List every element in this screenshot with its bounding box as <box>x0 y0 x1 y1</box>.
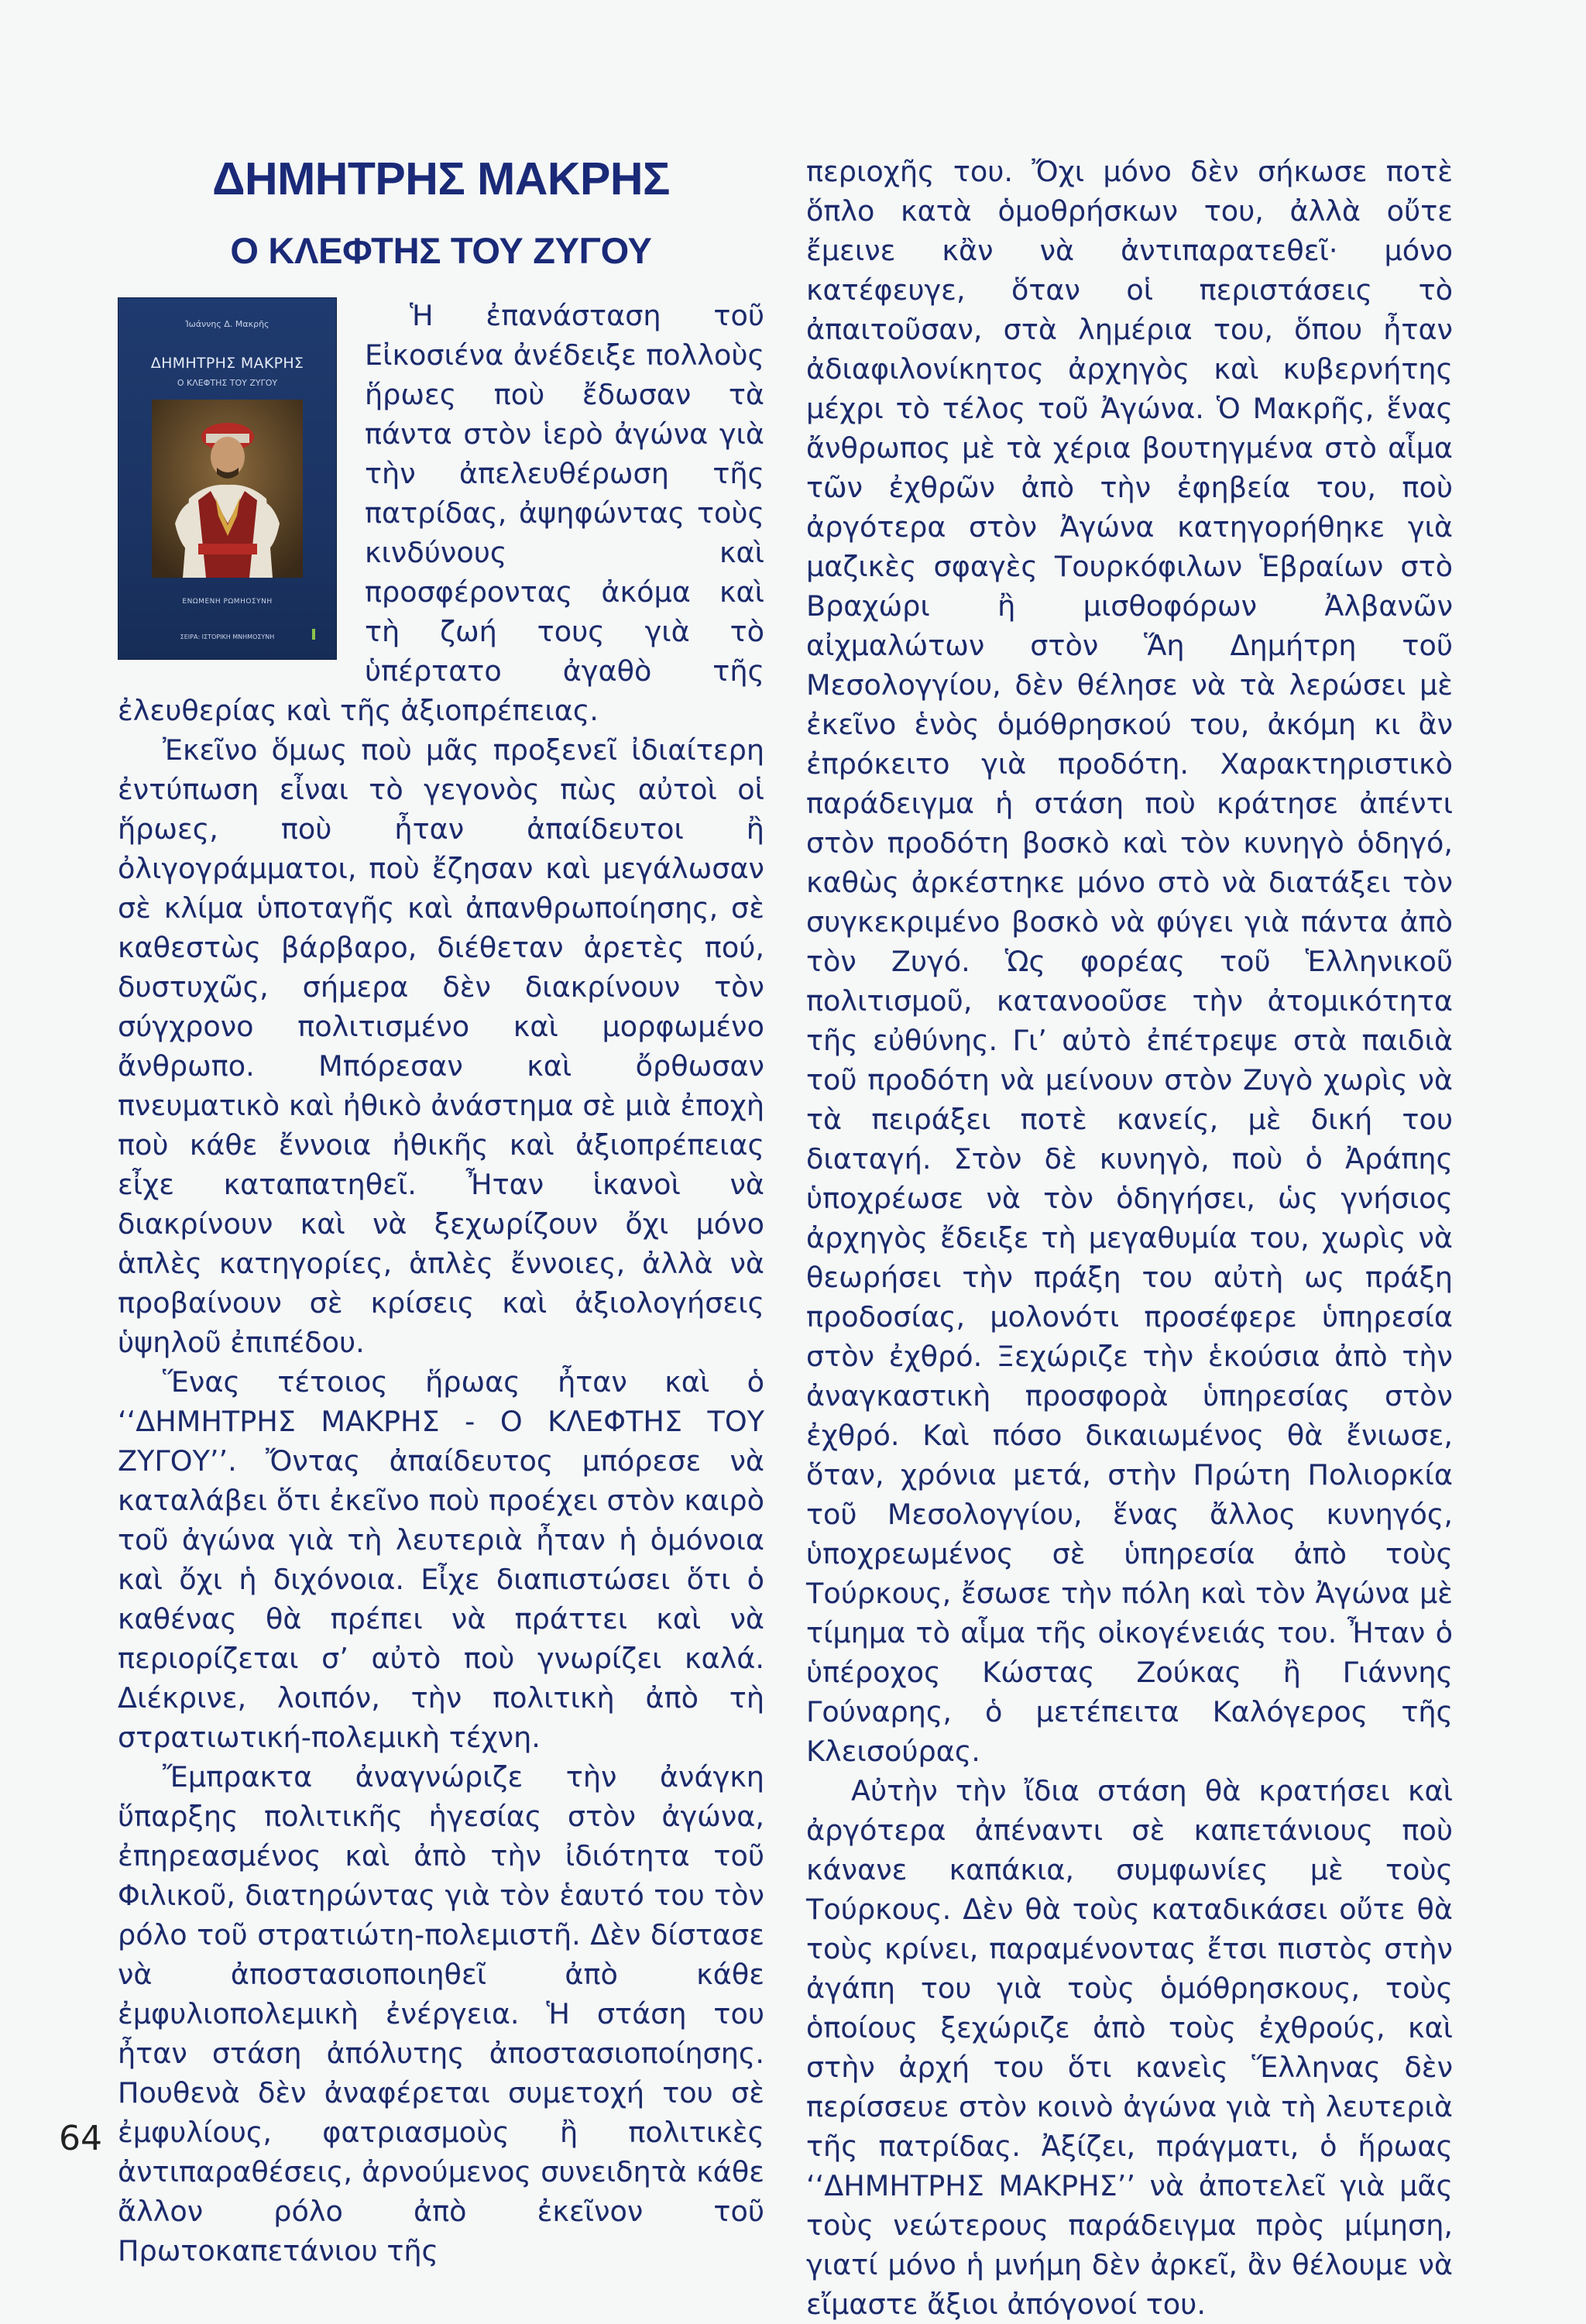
paragraph: Ἔμπρακτα ἀναγνώριζε τὴν ἀνάγκη ὕπαρξης πολιτικῆς ἡγεσίας στὸν ἀγώνα, ἐπηρεασμένος καὶ ἀπὸ τὴν ἰδιότητα τοῦ Φιλικοῦ, διατηρώντας γιὰ τὸν ἑαυτό του τὸν ρόλο τοῦ στρατιώτη-πολεμιστῆ. Δὲν δίστασε νὰ ἀποστασιοποιηθεῖ ἀπὸ κάθε ἐμφυλιοπολεμικὴ ἐνέργεια. Ἡ στάση του ἦταν στάση ἀπόλυτης ἀποστασιοποίησης. Πουθενὰ δὲν ἀναφέρεται συμετοχή του σὲ ἐμφυλίους, φατριασμοὺς ἢ πολιτικὲς ἀντιπαραθέσεις, ἀρνούμενος συνειδητὰ κάθε ἄλλον ρόλο ἀπὸ ἐκεῖνον τοῦ Πρωτοκαπετάνιου τῆς <box>118 1760 764 2267</box>
portrait-illustration <box>152 400 303 578</box>
paragraph-intro: Ἡ ἐπανάσταση τοῦ Εἰκοσιένα ἀνέδειξε πολλοὺς ἥρωες ποὺ ἔδωσαν τὰ πάντα στὸν ἱερὸ ἀγώνα γιὰ τὴν ἀπελευθέρωση τῆς πατρίδας, ἀψηφώντας τοὺς κινδύνους καὶ προσφέροντας ἀκόμα καὶ τὴ ζωή τους γιὰ τὸ ὑπέρτατο ἀγαθὸ τῆς ἐλευθερίας καὶ τῆς ἀξιοπρέπειας. <box>118 299 764 727</box>
book-cover-series: ΣΕΙΡΑ: ΙΣΤΟΡΙΚΗ ΜΝΗΜΟΣΥΝΗ <box>180 633 275 640</box>
left-column <box>118 152 764 2271</box>
paragraph-continued: περιοχῆς του. Ὄχι μόνο δὲν σήκωσε ποτὲ ὅπλο κατὰ ὁμοθρήσκων του, ἀλλὰ οὔτε ἔμεινε κἂν νὰ ἀντιπαρατεθεῖ· μόνο κατέφευγε, ὅταν οἱ περιστάσεις τὸ ἀπαιτοῦσαν, στὰ λημέρια του, ὅπου ἦταν ἀδιαφιλονίκητος ἀρχηγὸς καὶ κυβερνήτης μέχρι τὸ τέλος τοῦ Ἀγώνα. Ὁ Μακρῆς, ἕνας ἄνθρωπος μὲ τὰ χέρια βουτηγμένα στὸ αἷμα τῶν ἐχθρῶν ἀπὸ τὴν ἐφηβεία του, ποὺ ἀργότερα στὸν Ἀγώνα κατηγορήθηκε γιὰ μαζικὲς σφαγὲς Τουρκόφιλων Ἑβραίων στὸ Βραχώρι ἢ μισθοφόρων Ἀλβανῶν αἰχμαλώτων στὸν Ἅη Δημήτρη τοῦ Μεσολογγίου, δὲν θέλησε νὰ τὰ λερώσει μὲ ἐκεῖνο ἑνὸς ὁμόθρησκού του, ἀκόμη κι ἂν ἐπρόκειτο γιὰ προδότη. Χαρακτηριστικὸ παράδειγμα ἡ στάση ποὺ κράτησε ἀπέντι στὸν προδότη βοσκὸ καὶ τὸν κυνηγὸ ὁδηγό, καθὼς ἀρκέστηκε μόνο στὸ νὰ διατάξει τὸν συγκεκριμένο βοσκὸ νὰ φύγει γιὰ πάντα ἀπὸ τὸν Ζυγό. Ὡς φορέας τοῦ Ἑλληνικοῦ πολιτισμοῦ, κατανοοῦσε τὴν ἀτομικότητα τῆς εὐθύνης. Γι’ αὐτὸ ἐπέτρεψε στὰ παιδιὰ τοῦ προδότη νὰ μείνουν στὸν Ζυγὸ χωρὶς νὰ τὰ πειράξει ποτὲ κανείς, μὲ δική του διαταγή. Στὸν δὲ κυνηγὸ, ποὺ ὁ Ἀράπης ὑποχρέωσε νὰ τὸν ὁδηγήσει, ὡς γνήσιος ἀρχηγὸς ἔδειξε τὴ μεγαθυμία του, χωρὶς νὰ θεωρήσει τὴν πράξη του αὐτὴ ως πράξη προδοσίας, μολονότι προσέφερε ὑπηρεσία στὸν ἐχθρό. Ξεχώριζε τὴν ἑκούσια ἀπὸ τὴν ἀναγκαστικὴ προσφορὰ ὑπηρεσίας στὸν ἐχθρό. Καὶ πόσο δικαιωμένος θὰ ἔνιωσε, ὅταν, χρόνια μετά, στὴν Πρώτη Πολιορκία τοῦ Μεσολογγίου, ἕνας ἄλλος κυνηγός, ὑποχρεωμένος σὲ ὑπηρεσία ἀπὸ τοὺς Τούρκους, ἔσωσε τὴν πόλη καὶ τὸν Ἀγώνα μὲ τίμημα τὸ αἷμα τῆς οἰκογένειάς του. Ἦταν ὁ ὑπέροχος Κώστας Ζούκας ἢ Γιάννης Γούναρης, ὁ μετέπειτα Καλόγερος τῆς Κλεισούρας. <box>806 155 1453 1768</box>
article-subtitle: Ο ΚΛΕΦΤΗΣ ΤΟΥ ΖΥΓΟΥ <box>230 230 652 271</box>
right-column <box>806 152 1453 2324</box>
paragraph: Ἐκεῖνο ὅμως ποὺ μᾶς προξενεῖ ἰδιαίτερη ἐντύπωση εἶναι τὸ γεγονὸς πὼς αὐτοὶ οἱ ἥρωες, ποὺ ἦταν ἀπαίδευτοι ἢ ὀλιγογράμματοι, ποὺ ἔζησαν καὶ μεγάλωσαν σὲ κλίμα ὑποταγῆς καὶ ἀπανθρωποίησης, σὲ καθεστὼς βάρβαρο, διέθεταν ἀρετὲς πού, δυστυχῶς, σήμερα δὲν διακρίνουν τὸν σύγχρονο πολιτισμένο καὶ μορφωμένο ἄνθρωπο. Μπόρεσαν καὶ ὄρθωσαν πνευματικὸ καὶ ἠθικὸ ἀνάστημα σὲ μιὰ ἐποχὴ ποὺ κάθε ἔννοια ἠθικῆς καὶ ἀξιοπρέπειας εἶχε καταπατηθεῖ. Ἦταν ἱκανοὶ νὰ διακρίνουν καὶ νὰ ξεχωρίζουν ὄχι μόνο ἁπλὲς κατηγορίες, ἁπλὲς ἔννοιες, ἀλλὰ νὰ προβαίνουν σὲ κρίσεις καὶ ἀξιολογήσεις ὑψηλοῦ ἐπιπέδου. <box>118 733 764 1359</box>
page-number: 64 <box>59 2119 102 2158</box>
book-cover-title: ΔΗΜΗΤΡΗΣ ΜΑΚΡΗΣ <box>150 355 304 372</box>
article-title: ΔΗΜΗΤΡΗΣ ΜΑΚΡΗΣ <box>212 153 670 204</box>
paragraph: Αὐτὴν τὴν ἴδια στάση θὰ κρατήσει καὶ ἀργότερα ἀπέναντι σὲ καπετάνιους ποὺ κάνανε καπάκια, συμφωνίες μὲ τοὺς Τούρκους. Δὲν θὰ τοὺς καταδικάσει οὔτε θὰ τοὺς κρίνει, παραμένοντας ἔτσι πιστὸς στὴν ἀγάπη του γιὰ τοὺς ὁμόθρησκους, τοὺς ὁποίους ξεχώριζε ἀπὸ τοὺς ἐχθρούς, καὶ στὴν ἀρχή του ὅτι κανεὶς Ἕλληνας δὲν περίσσευε στὸν κοινὸ ἀγώνα γιὰ τὴ λευτεριὰ τῆς πατρίδας. Ἀξίζει, πράγματι, ὁ ἥρωας ‘‘ΔΗΜΗΤΡΗΣ ΜΑΚΡΗΣ’’ νὰ ἀποτελεῖ γιὰ μᾶς τοὺς νεώτερους παράδειγμα πρὸς μίμηση, γιατί μόνο ἡ μνήμη δὲν ἀρκεῖ, ἂν θέλουμε νὰ εἴμαστε ἄξιοι ἀπόγονοί του. <box>806 1774 1453 2321</box>
book-cover-publisher: ΕΝΩΜΕΝΗ ΡΩΜΗΟΣΥΝΗ <box>182 598 273 606</box>
paragraph: Ἕνας τέτοιος ἥρωας ἦταν καὶ ὁ ‘‘ΔΗΜΗΤΡΗΣ ΜΑΚΡΗΣ - Ο ΚΛΕΦΤΗΣ ΤΟΥ ΖΥΓΟΥ’’. Ὄντας ἀπαίδευτος μπόρεσε νὰ καταλάβει ὅτι ἐκεῖνο ποὺ προέχει στὸν καιρὸ τοῦ ἀγώνα γιὰ τὴ λευτεριὰ ἦταν ἡ ὁμόνοια καὶ ὄχι ἡ διχόνοια. Εἶχε διαπιστώσει ὅτι ὁ καθένας θὰ πρέπει νὰ πράττει καὶ νὰ περιορίζεται σ’ αὐτὸ ποὺ γνωρίζει καλά. Διέκρινε, λοιπόν, τὴν πολιτικὴ ἀπὸ τὴ στρατιωτική-πολεμικὴ τέχνη. <box>118 1365 764 1754</box>
book-cover-subtitle: Ο ΚΛΕΦΤΗΣ ΤΟΥ ΖΥΓΟΥ <box>177 378 278 388</box>
book-cover-image <box>118 297 337 660</box>
book-cover-author: Ἰωάννης Δ. Μακρῆς <box>185 319 269 329</box>
book-cover-mark <box>312 629 315 640</box>
